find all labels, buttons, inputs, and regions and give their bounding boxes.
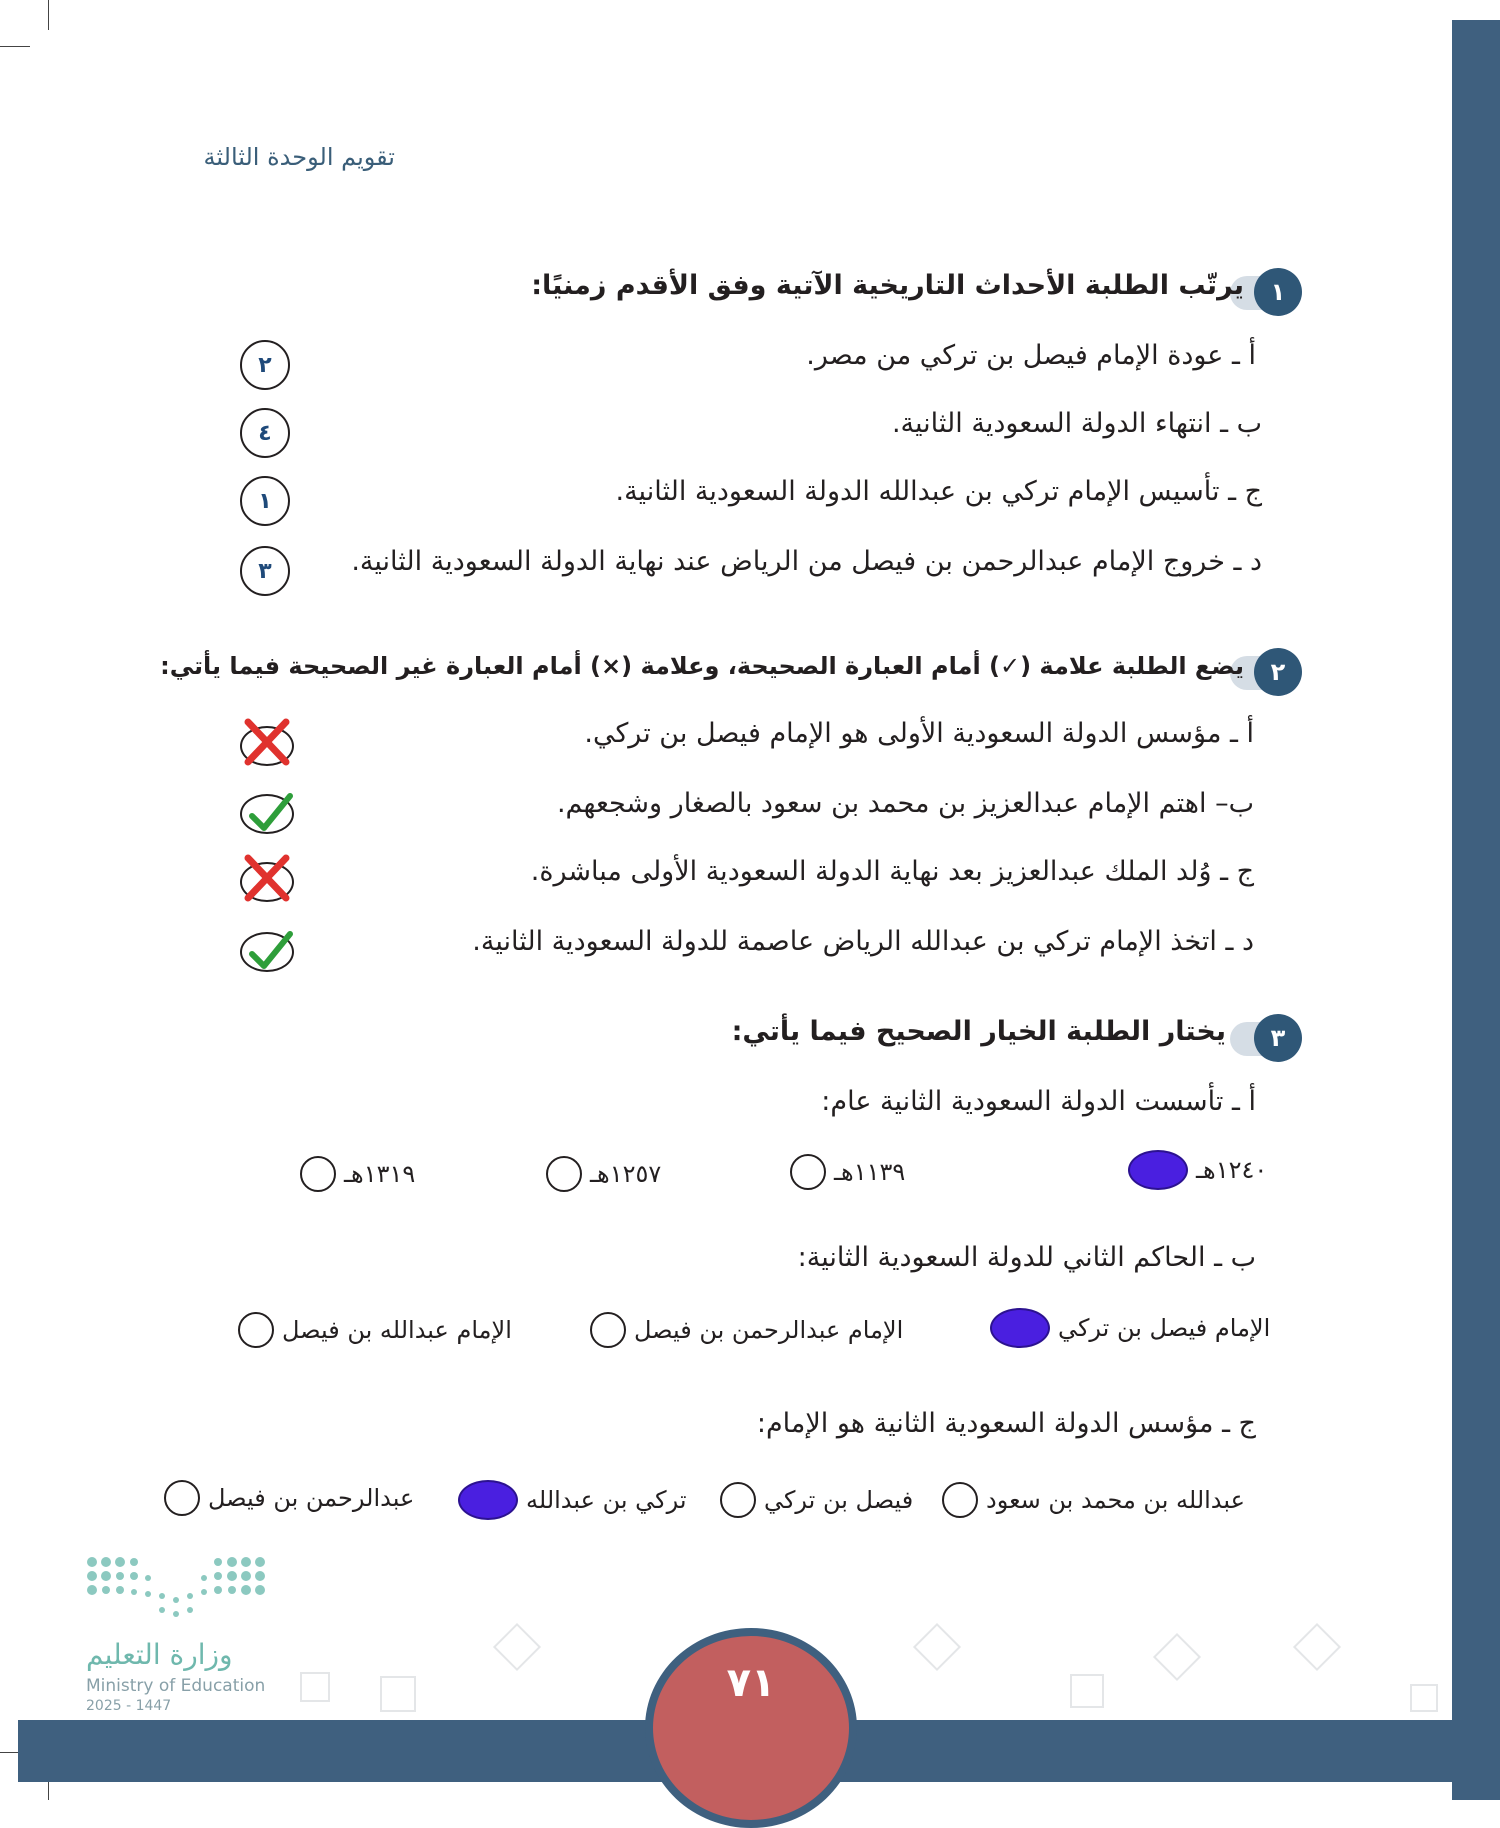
question-prompt: يضع الطلبة علامة (✓) أمام العبارة الصحيحة، وعلامة (×) أمام العبارة غير الصحيحة فيما يأتي: <box>160 652 1244 680</box>
choice-option[interactable] <box>164 1480 414 1516</box>
option-label: تركي بن عبدالله <box>526 1486 687 1514</box>
true-false-item: أ ـ مؤسس الدولة السعودية الأولى هو الإمام فيصل بن تركي. <box>584 718 1254 749</box>
order-item: ب ـ انتهاء الدولة السعودية الثانية. <box>891 408 1262 439</box>
order-item: ج ـ تأسيس الإمام تركي بن عبدالله الدولة السعودية الثانية. <box>615 476 1262 507</box>
option-label: الإمام فيصل بن تركي <box>1058 1314 1271 1342</box>
radio[interactable] <box>164 1480 200 1516</box>
choice-option[interactable] <box>720 1482 913 1518</box>
cross-mark-icon <box>242 718 296 768</box>
radio-selected[interactable] <box>458 1480 518 1520</box>
question-number-badge: ٢ <box>1254 648 1302 696</box>
decorative-pattern <box>1410 1684 1438 1712</box>
choice-option[interactable] <box>238 1312 512 1348</box>
choice-question: ب ـ الحاكم الثاني للدولة السعودية الثانية: <box>797 1242 1256 1273</box>
crop-mark <box>48 0 49 30</box>
order-item: أ ـ عودة الإمام فيصل بن تركي من مصر. <box>806 340 1256 371</box>
true-false-item: د ـ اتخذ الإمام تركي بن عبدالله الرياض عاصمة للدولة السعودية الثانية. <box>472 926 1254 957</box>
choice-question: أ ـ تأسست الدولة السعودية الثانية عام: <box>821 1086 1256 1117</box>
answer-mark-circle[interactable] <box>240 726 294 766</box>
check-mark-icon <box>242 786 296 836</box>
answer-mark-circle[interactable] <box>240 932 294 972</box>
question-prompt: يرتّب الطلبة الأحداث التاريخية الآتية وفق الأقدم زمنيًا: <box>531 270 1244 301</box>
radio[interactable] <box>300 1156 336 1192</box>
decorative-pattern <box>913 1623 961 1671</box>
page-frame-right-bar <box>1452 20 1500 1800</box>
radio[interactable] <box>238 1312 274 1348</box>
option-label: ١٢٥٧هـ <box>590 1160 662 1188</box>
radio[interactable] <box>546 1156 582 1192</box>
option-label: ١١٣٩هـ <box>834 1158 906 1186</box>
page-number: ٧١ <box>726 1660 776 1706</box>
question-number-badge: ٣ <box>1254 1014 1302 1062</box>
radio-selected[interactable] <box>990 1308 1050 1348</box>
radio-selected[interactable] <box>1128 1150 1188 1190</box>
decorative-pattern <box>1070 1674 1104 1708</box>
choice-option[interactable] <box>1128 1150 1267 1190</box>
option-label: ١٢٤٠هـ <box>1196 1156 1268 1184</box>
option-label: ١٣١٩هـ <box>344 1160 416 1188</box>
option-label: فيصل بن تركي <box>764 1486 914 1514</box>
option-label: عبدالرحمن بن فيصل <box>208 1484 415 1512</box>
choice-option[interactable] <box>942 1482 1245 1518</box>
order-answer-circle[interactable]: ٤ <box>240 408 290 458</box>
radio[interactable] <box>942 1482 978 1518</box>
ministry-logo-icon <box>86 1556 266 1632</box>
option-label: الإمام عبدالرحمن بن فيصل <box>634 1316 904 1344</box>
option-label: عبدالله بن محمد بن سعود <box>986 1486 1245 1514</box>
answer-mark-circle[interactable] <box>240 862 294 902</box>
choice-question: ج ـ مؤسس الدولة السعودية الثانية هو الإمام: <box>756 1408 1256 1439</box>
question-number-badge: ١ <box>1254 268 1302 316</box>
decorative-pattern <box>493 1623 541 1671</box>
order-item: د ـ خروج الإمام عبدالرحمن بن فيصل من الرياض عند نهاية الدولة السعودية الثانية. <box>351 546 1262 577</box>
choice-option[interactable] <box>990 1308 1270 1348</box>
decorative-pattern <box>300 1672 330 1702</box>
page-number-badge <box>645 1628 857 1828</box>
choice-option[interactable] <box>790 1154 905 1190</box>
decorative-pattern <box>1293 1623 1341 1671</box>
true-false-item: ب– اهتم الإمام عبدالعزيز بن محمد بن سعود بالصغار وشجعهم. <box>556 788 1254 819</box>
decorative-pattern <box>1153 1633 1201 1681</box>
cross-mark-icon <box>242 854 296 904</box>
order-answer-circle[interactable]: ١ <box>240 476 290 526</box>
choice-option[interactable] <box>300 1156 415 1192</box>
option-label: الإمام عبدالله بن فيصل <box>282 1316 512 1344</box>
edition-year: 2025 - 1447 <box>86 1698 172 1714</box>
unit-title: تقويم الوحدة الثالثة <box>203 143 395 171</box>
decorative-pattern <box>380 1676 416 1712</box>
order-answer-circle[interactable]: ٣ <box>240 546 290 596</box>
check-mark-icon <box>242 924 296 974</box>
choice-option[interactable] <box>546 1156 661 1192</box>
choice-option[interactable] <box>458 1480 687 1520</box>
radio[interactable] <box>790 1154 826 1190</box>
question-prompt: يختار الطلبة الخيار الصحيح فيما يأتي: <box>731 1016 1226 1047</box>
choice-option[interactable] <box>590 1312 903 1348</box>
radio[interactable] <box>590 1312 626 1348</box>
order-answer-circle[interactable]: ٢ <box>240 340 290 390</box>
true-false-item: ج ـ وُلد الملك عبدالعزيز بعد نهاية الدولة السعودية الأولى مباشرة. <box>530 856 1254 887</box>
ministry-name-ar: وزارة التعليم <box>86 1638 233 1671</box>
ministry-name-en: Ministry of Education <box>86 1676 266 1696</box>
answer-mark-circle[interactable] <box>240 794 294 834</box>
crop-mark <box>0 46 30 47</box>
radio[interactable] <box>720 1482 756 1518</box>
